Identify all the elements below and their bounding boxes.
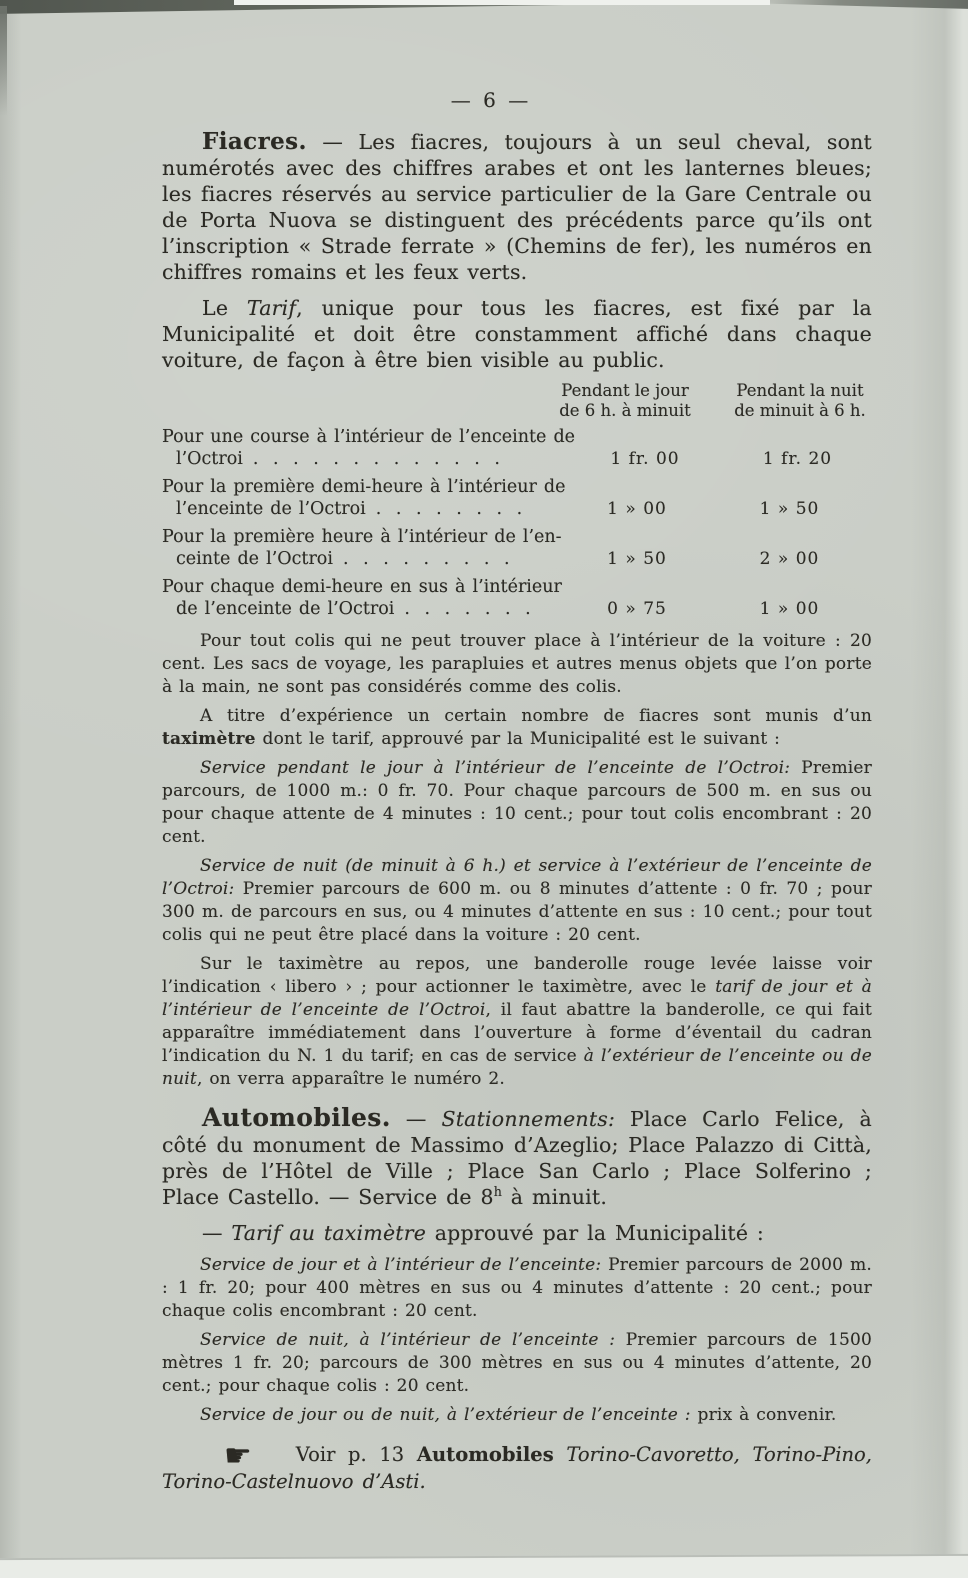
table-row (162, 476, 872, 520)
row-label-line2-text: ceinte de l’Octroi (176, 549, 333, 569)
header-day-line1: Pendant le jour (561, 381, 689, 400)
row-label-line2-text: l’Octroi (176, 449, 243, 469)
taximeter-note-pre: A titre d’expérience un certain nombre de fiacres sont munis d’un (200, 706, 872, 726)
tarif-taximetre-dash: — (202, 1221, 232, 1245)
automobiles-heading: Automobiles. (202, 1103, 391, 1132)
price-night: 2 » 00 (759, 549, 820, 569)
tarif-taximetre-paragraph (162, 1220, 872, 1246)
fiacres-paragraph (162, 129, 872, 285)
service-night-paragraph (162, 855, 872, 947)
fare-table-header-night (710, 381, 890, 421)
taximeter-bold: taximètre (162, 729, 256, 749)
auto-service-day-paragraph (162, 1254, 872, 1323)
tarif-taximetre-rest: approuvé par la Municipalité : (426, 1221, 765, 1245)
page-number: — 6 — (450, 88, 532, 112)
service-day-paragraph (162, 757, 872, 849)
footer-see-text: Voir p. 13 (295, 1443, 417, 1466)
price-night: 1 » 00 (759, 599, 820, 619)
footer-reference (162, 1438, 872, 1495)
header-night-line1: Pendant la nuit (736, 381, 864, 400)
colis-note-paragraph: Pour tout colis qui ne peut trouver place à l’intérieur de la voiture : 20 cent. Les sacs de voyage, les parapluies et autres menus objets que l’on porte à la main, ne sont pas considérés comme des colis. (162, 631, 872, 697)
service-day-rest: Premier parcours, de 1000 m.: 0 fr. 70. Pour chaque parcours de 500 m. en sus ou pour chaque attente de 4 minutes : 10 cent.; pour tout colis encombrant : 20 cent. (162, 758, 872, 847)
operation-italic-2: à l’extérieur de l’enceinte ou de nuit (162, 1046, 872, 1089)
row-label (162, 576, 567, 620)
row-label-line1: Pour une course à l’intérieur de l’enceinte de (162, 427, 576, 447)
automobiles-paragraph (162, 1105, 872, 1210)
leader-dots: . . . . . . . . . (342, 549, 510, 569)
tarif-paragraph (162, 295, 872, 373)
stationnements-label: Stationnements: (441, 1107, 616, 1131)
footer-routes-italic: Torino-Cavoretto, Torino-Pino, Torino-Castelnuovo d’Asti. (162, 1443, 872, 1493)
auto-service-exterior-paragraph (162, 1404, 872, 1427)
auto-service-day-italic: Service de jour et à l’intérieur de l’enceinte: (200, 1255, 602, 1275)
price-day: 0 » 75 (607, 599, 667, 619)
service-night-rest: Premier parcours de 600 m. ou 8 minutes d’attente : 0 fr. 70 ; pour 300 m. de parcours en sus, ou 4 minutes d’attente en sus : 10 cent.; pour tout colis qui ne peut être placé dans la voiture : 20 cent. (162, 879, 872, 945)
auto-service-night-italic: Service de nuit, à l’intérieur de l’enceinte : (200, 1330, 616, 1350)
price-night: 1 » 50 (759, 499, 820, 519)
operation-text-1: Sur le taximètre au repos, une banderolle rouge levée laisse voir l’indication ‹ libero › ; pour actionner le taximètre, avec le (162, 954, 872, 997)
row-label (162, 476, 567, 520)
row-label-line1: Pour la première heure à l’intérieur de l’en- (162, 527, 562, 547)
hour-superscript: h (493, 1184, 503, 1200)
row-label-line2 (162, 498, 567, 520)
row-label (162, 426, 575, 470)
footer-space (554, 1443, 567, 1466)
leader-dots: . . . . . . . . (375, 499, 523, 519)
header-night-line2: de minuit à 6 h. (734, 401, 866, 420)
footer-automobiles-bold: Automobiles (416, 1443, 554, 1466)
price-day: 1 » 50 (607, 549, 667, 569)
row-label-line2-text: de l’enceinte de l’Octroi (176, 599, 395, 619)
row-label-line2 (162, 548, 567, 570)
service-night-lead-italic: Service de nuit (de minuit à 6 h.) et service à l’extérieur de l’enceinte de l’Octroi: (162, 856, 872, 899)
table-row (162, 526, 872, 570)
price-day: 1 » 00 (607, 499, 667, 519)
fiacres-intro-text: — Les fiacres, toujours à un seul cheval, sont numérotés avec des chiffres arabes et ont les lanternes bleues; les fiacres réservés au service particulier de la Gare Centrale ou de Porta Nuova se distinguent des précédents parce qu’ils ont l’inscription « Strade ferrate » (Chemins de fer), les numéros en chiffres romains et les feux verts. (162, 130, 872, 284)
taximeter-note-paragraph (162, 705, 872, 751)
operation-text-2: , il faut abattre la banderolle, ce qui fait apparaître immédiatement dans l’ouverture à forme d’éventail du cadran l’indication du N. 1 du tarif; en cas de service (162, 1000, 872, 1066)
fare-table-header (180, 381, 890, 421)
table-row (162, 426, 872, 470)
table-row (162, 576, 872, 620)
tarif-lead: Le (202, 296, 247, 320)
operation-italic-1: tarif de jour et à l’intérieur de l’enceinte de l’Octroi (162, 977, 873, 1020)
row-label (162, 526, 567, 570)
row-label-line1: Pour chaque demi-heure en sus à l’intérieur (162, 577, 562, 597)
tarif-rest: , unique pour tous les fiacres, est fixé par la Municipalité et doit être constamment affiché dans chaque voiture, de façon à être bien visible au public. (162, 296, 872, 372)
page-edge-top-white (234, 0, 770, 5)
price-day: 1 fr. 00 (610, 449, 680, 469)
auto-service-exterior-rest: prix à convenir. (690, 1405, 837, 1425)
automobiles-dash: — (390, 1107, 442, 1131)
auto-service-night-paragraph (162, 1329, 872, 1398)
auto-service-exterior-italic: Service de jour ou de nuit, à l’extérieur de l’enceinte : (200, 1405, 691, 1425)
leader-dots: . . . . . . . . . . . . . (252, 449, 500, 469)
row-label-line1: Pour la première demi-heure à l’intérieur de (162, 477, 566, 497)
tarif-word-italic: Tarif (246, 296, 297, 320)
row-label-line2-text: l’enceinte de l’Octroi (176, 499, 366, 519)
manicule-icon: ☛ (224, 1438, 252, 1474)
price-night: 1 fr. 20 (762, 449, 833, 469)
row-label-line2 (162, 598, 567, 620)
page-edge-bottom (0, 1554, 968, 1578)
tarif-taximetre-italic: Tarif au taximètre (231, 1221, 427, 1245)
service-day-lead-italic: Service pendant le jour à l’intérieur de l’enceinte de l’Octroi: (200, 758, 791, 778)
leader-dots: . . . . . . . (404, 599, 531, 619)
fiacres-heading: Fiacres. (202, 128, 307, 155)
auto-service-night-rest: Premier parcours de 1500 mètres 1 fr. 20; parcours de 300 mètres en sus ou 4 minutes d’attente, 20 cent.; pour chaque colis : 20 cent. (162, 1330, 872, 1396)
automobiles-body-end: à minuit. (502, 1185, 608, 1209)
fare-table (162, 381, 872, 620)
header-day-line2: de 6 h. à minuit (559, 401, 691, 420)
taximeter-note-post: dont le tarif, approuvé par la Municipalité est le suivant : (255, 729, 781, 749)
operation-text-3: , on verra apparaître le numéro 2. (196, 1069, 505, 1089)
page-edge-left-shadow (0, 6, 7, 116)
fare-table-header-day (540, 381, 710, 421)
fare-table-header-spacer (180, 381, 540, 421)
automobiles-body: Place Carlo Felice, à côté du monument de Massimo d’Azeglio; Place Palazzo di Città, près de l’Hôtel de Ville ; Place San Carlo ; Place Solferino ; Place Castello. — Service de 8 (162, 1107, 872, 1209)
row-label-line2 (162, 448, 575, 470)
auto-service-day-rest: Premier parcours de 2000 m. : 1 fr. 20; pour 400 mètres en sus ou 4 minutes d’attente : 20 cent.; pour chaque colis encombrant : 20 cent. (162, 1255, 872, 1321)
taximeter-operation-paragraph (162, 953, 872, 1091)
